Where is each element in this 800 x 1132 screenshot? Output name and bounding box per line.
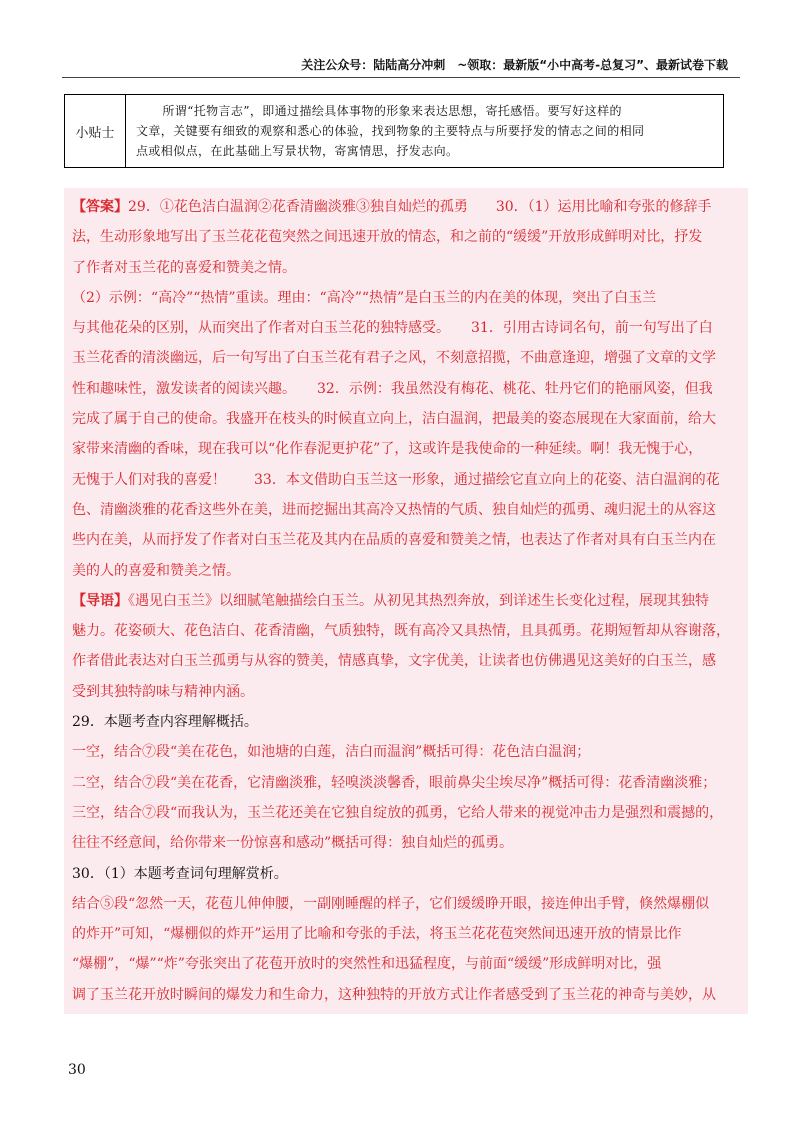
line-text: 些内在美，从而抒发了作者对白玉兰花及其内在品质的喜爱和赞美之情，也表达了作者对具有白玉兰内在 bbox=[72, 532, 716, 549]
text-line bbox=[72, 859, 748, 889]
line-text: 无愧于人们对我的喜爱！ 33．本文借助白玉兰这一形象，通过描绘它直立向上的花姿、洁白温润的花 bbox=[72, 471, 720, 488]
line-text: 三空，结合⑦段“而我认为，玉兰花还美在它独自绽放的孤勇，它给人带来的视觉冲击力是强烈和震撼的， bbox=[72, 804, 724, 821]
line-text: 二空，结合⑦段“美在花香，它清幽淡雅，轻嗅淡淡馨香，眼前鼻尖尘埃尽净”概括可得：花香清幽淡雅； bbox=[72, 774, 717, 791]
text-line bbox=[72, 919, 748, 949]
text-line bbox=[72, 646, 748, 676]
text-line bbox=[72, 677, 748, 707]
tip-label: 小贴士 bbox=[65, 95, 126, 167]
text-line bbox=[72, 434, 748, 464]
line-text: 一空，结合⑦段“美在花色，如池塘的白莲，洁白而温润”概括可得：花色洁白温润； bbox=[72, 744, 591, 761]
tip-line: 点或相似点，在此基础上写景状物，寄寓情思，抒发志向。 bbox=[136, 144, 459, 158]
text-line bbox=[72, 828, 748, 858]
line-text: 色、清幽淡雅的花香这些外在美，进而挖掘出其高冷又热情的气质、独自灿烂的孤勇、魂归泥土的从容这 bbox=[72, 501, 716, 518]
text-line bbox=[72, 283, 748, 313]
text-line bbox=[72, 222, 748, 252]
line-text: 作者借此表达对白玉兰孤勇与从容的赞美，情感真挚，文字优美，让读者也仿佛遇见这美好的白玉兰，感 bbox=[72, 653, 716, 670]
text-line bbox=[72, 495, 748, 525]
line-text: 了作者对玉兰花的喜爱和赞美之情。 bbox=[72, 259, 296, 276]
line-text: （2）示例：“高冷”“热情”重读。理由：“高冷”“热情”是白玉兰的内在美的体现，突出了白玉兰 bbox=[72, 289, 657, 306]
text-line bbox=[72, 404, 748, 434]
text-line bbox=[72, 586, 748, 616]
text-line bbox=[72, 525, 748, 555]
line-text: 性和趣味性，激发读者的阅读兴趣。 32．示例：我虽然没有梅花、桃花、牡丹它们的艳丽风姿，但我 bbox=[72, 380, 713, 397]
line-text: 调了玉兰花开放时瞬间的爆发力和生命力，这种独特的开放方式让作者感受到了玉兰花的神奇与美妙，从 bbox=[72, 986, 716, 1003]
line-text: 的炸开”可知，“爆棚似的炸开”运用了比喻和夸张的手法，将玉兰花花苞突然间迅速开放的情景比作 bbox=[72, 926, 682, 943]
line-text: 《遇见白玉兰》以细腻笔触描绘白玉兰。从初见其热烈奔放，到详述生长变化过程，展现其独特 bbox=[128, 592, 709, 609]
line-text: 完成了属于自己的使命。我盛开在枝头的时候直立向上，洁白温润，把最美的姿态展现在大家面前，给大 bbox=[72, 411, 716, 428]
text-line bbox=[72, 616, 748, 646]
line-text: 往往不经意间，给你带来一份惊喜和感动”概括可得：独自灿烂的孤勇。 bbox=[72, 835, 514, 852]
text-line bbox=[72, 707, 748, 737]
line-text: 玉兰花香的清淡幽远，后一句写出了白玉兰花有君子之风，不刻意招揽，不曲意逢迎，增强了文章的文学 bbox=[72, 350, 716, 367]
text-line bbox=[72, 374, 748, 404]
line-text: 家带来清幽的香味，现在我可以“化作春泥更护花”了，这或许是我使命的一种延续。啊！我无愧于心， bbox=[72, 441, 703, 458]
text-line bbox=[72, 313, 748, 343]
page-number: 30 bbox=[68, 1062, 86, 1078]
text-line bbox=[72, 798, 748, 828]
tip-line: 所谓“托物言志”，即通过描绘具体事物的形象来表达思想，寄托感悟。要写好这样的 bbox=[162, 104, 622, 118]
text-line bbox=[72, 889, 748, 919]
line-text: 美的人的喜爱和赞美之情。 bbox=[72, 562, 240, 579]
line-text: 29．本题考查内容理解概括。 bbox=[72, 714, 258, 731]
text-line bbox=[72, 465, 748, 495]
line-text: 法，生动形象地写出了玉兰花花苞突然之间迅速开放的情态，和之前的“缓缓”开放形成鲜明对比，抒发 bbox=[72, 229, 703, 246]
text-line bbox=[72, 980, 748, 1010]
header-divider bbox=[62, 77, 740, 78]
line-text: 受到其独特韵味与精神内涵。 bbox=[72, 683, 254, 700]
line-text: 与其他花朵的区别，从而突出了作者对白玉兰花的独特感受。 31．引用古诗词名句，前一句写出了白 bbox=[72, 320, 713, 337]
line-text: “爆棚”，“爆”“炸”夸张突出了花苞开放时的突然性和迅猛程度，与前面“缓缓”形成鲜明对比，强 bbox=[72, 956, 662, 973]
text-line bbox=[72, 253, 748, 283]
text-line bbox=[72, 343, 748, 373]
page-header: 关注公众号：陆陆高分冲刺 ~领取：最新版“小中高考-总复习”、最新试卷下载 bbox=[301, 58, 728, 72]
line-text: 魅力。花姿硕大、花色洁白、花香清幽，气质独特，既有高冷又具热情，且具孤勇。花期短暂却从容谢落， bbox=[72, 623, 730, 640]
text-line bbox=[72, 737, 748, 767]
line-text: 结合⑤段“忽然一天，花苞儿伸伸腰，一副刚睡醒的样子，它们缓缓睁开眼，接连伸出手臂，倏然爆棚似 bbox=[72, 895, 710, 912]
section-tag: 【导语】 bbox=[72, 592, 128, 609]
answer-section bbox=[64, 188, 748, 1014]
text-line bbox=[72, 556, 748, 586]
tip-line: 文章，关键要有细致的观察和悉心的体验，找到物象的主要特点与所要抒发的情志之间的相同 bbox=[136, 124, 645, 138]
tip-text bbox=[126, 95, 723, 167]
line-text: 29．①花色洁白温润②花香清幽淡雅③独自灿烂的孤勇 30．（1）运用比喻和夸张的修辞手 bbox=[128, 199, 712, 215]
tip-box bbox=[64, 94, 724, 168]
line-text: 30．（1）本题考查词句理解赏析。 bbox=[72, 865, 288, 882]
text-line bbox=[72, 768, 748, 798]
text-line bbox=[72, 192, 748, 222]
section-tag: 【答案】 bbox=[72, 199, 128, 215]
text-line bbox=[72, 949, 748, 979]
